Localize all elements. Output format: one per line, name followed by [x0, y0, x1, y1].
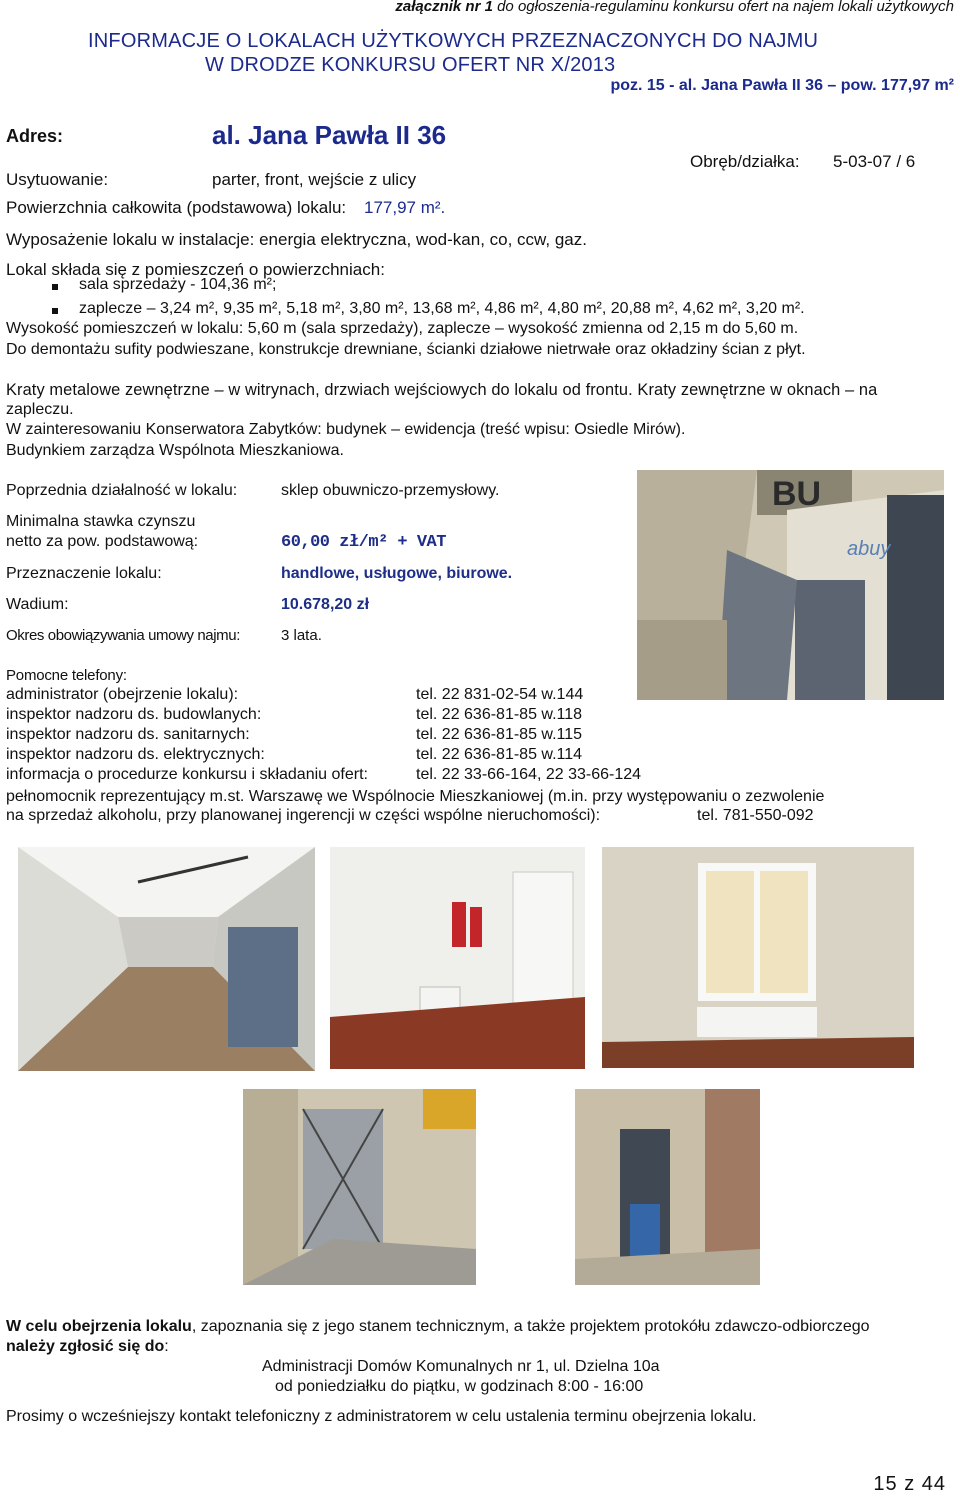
conservator-text: W zainteresowaniu Konserwatora Zabytków: budynek – ewidencja (treść wpisu: Osiedle Mirów).	[6, 421, 686, 438]
location-label: Usytuowanie:	[6, 170, 109, 189]
attachment-note-rest: do ogłoszenia-regulaminu konkursu ofert na najem lokali użytkowych	[492, 0, 954, 15]
bullet-icon	[52, 308, 58, 314]
previous-value: sklep obuwniczo-przemysłowy.	[281, 482, 500, 499]
parcel-label: Obręb/działka:	[690, 152, 800, 171]
admin-address: Administracji Domów Komunalnych nr 1, ul. Dzielna 10a	[262, 1358, 660, 1375]
contact-request: Prosimy o wcześniejszy kontakt telefoniczny z administratorem w celu ustalenia terminu obejrzenia lokalu.	[6, 1408, 757, 1425]
utilities-text: Wyposażenie lokalu w instalacje: energia elektryczna, wod-kan, co, ccw, gaz.	[6, 230, 587, 249]
height-text: Wysokość pomieszczeń w lokalu: 5,60 m (sala sprzedaży), zaplecze – wysokość zmienna od 2,15 m do 5,60 m.	[6, 320, 799, 337]
exterior-entrance-photo	[575, 1089, 760, 1285]
admin-hours: od poniedziałku do piątku, w godzinach 8:00 - 16:00	[275, 1378, 644, 1395]
visit-bold-text: W celu obejrzenia lokalu	[6, 1318, 192, 1335]
proxy-tel: tel. 781-550-092	[697, 807, 814, 824]
visit-bold-text-2: należy zgłosić się do	[6, 1338, 165, 1355]
phone-tel-admin: tel. 22 831-02-54 w.144	[416, 686, 584, 703]
interior-room-door-photo	[330, 847, 585, 1069]
parcel-value: 5-03-07 / 6	[833, 152, 916, 171]
deposit-value: 10.678,20 zł	[281, 596, 370, 613]
svg-text:BU: BU	[772, 475, 822, 513]
phone-label-admin: administrator (obejrzenie lokalu):	[6, 686, 239, 703]
rent-label-line1: Minimalna stawka czynszu	[6, 513, 196, 530]
interior-hall-photo	[18, 847, 315, 1071]
location-value: parter, front, wejście z ulicy	[212, 170, 417, 189]
grates-text-line2: zapleczu.	[6, 401, 74, 418]
address-label: Adres:	[6, 126, 64, 146]
attachment-note	[395, 0, 954, 15]
rooms-intro: Lokal składa się z pomieszczeń o powierzchniach:	[6, 260, 385, 279]
purpose-value: handlowe, usługowe, biurowe.	[281, 565, 513, 582]
purpose-label: Przeznaczenie lokalu:	[6, 565, 162, 582]
attachment-note-bold: załącznik nr 1	[395, 0, 493, 15]
rooms-item-backroom: zaplecze – 3,24 m², 9,35 m², 5,18 m², 3,80 m², 13,68 m², 4,86 m², 4,80 m², 20,88 m², 4,62 m², 3,20 m².	[79, 300, 805, 317]
proxy-text-line2: na sprzedaż alkoholu, przy planowanej ingerencji w części wspólne nieruchomości):	[6, 807, 601, 824]
address-value: al. Jana Pawła II 36	[212, 120, 447, 150]
term-label: Okres obowiązywania umowy najmu:	[6, 627, 240, 644]
rent-value: 60,00 zł/m² + VAT	[281, 533, 446, 552]
document-title-line1: INFORMACJE O LOKALACH UŻYTKOWYCH PRZEZNACZONYCH DO NAJMU	[88, 30, 819, 52]
phone-tel-procedure: tel. 22 33-66-164, 22 33-66-124	[416, 766, 642, 783]
phone-label-procedure: informacja o procedurze konkursu i składaniu ofert:	[6, 766, 368, 783]
proxy-text-line1: pełnomocnik reprezentujący m.st. Warszawę we Wspólnocie Mieszkaniowej (m.in. przy występowaniu o zezwolenie	[6, 788, 825, 805]
storefront-photo	[637, 470, 944, 700]
exterior-grates-photo	[243, 1089, 476, 1285]
visit-paragraph-line2	[6, 1338, 169, 1356]
bullet-icon	[52, 284, 58, 290]
svg-text:abuy: abuy	[847, 538, 891, 560]
visit-paragraph-line1	[6, 1318, 870, 1336]
document-title-line2: W DRODZE KONKURSU OFERT NR X/2013	[205, 54, 616, 76]
phone-tel-electrical: tel. 22 636-81-85 w.114	[416, 746, 583, 763]
phone-label-electrical: inspektor nadzoru ds. elektrycznych:	[6, 746, 265, 763]
area-value: 177,97 m².	[364, 198, 446, 217]
demolition-text: Do demontażu sufity podwieszane, konstrukcje drewniane, ścianki działowe nietrwałe oraz okładziny ścian z płyt.	[6, 341, 806, 358]
visit-rest-text: , zapoznania się z jego stanem technicznym, a także projektem protokółu zdawczo-odbiorczego	[191, 1318, 870, 1335]
rooms-item-sales: sala sprzedaży - 104,36 m²;	[79, 276, 277, 293]
phone-label-building: inspektor nadzoru ds. budowlanych:	[6, 706, 262, 723]
grates-text-line1: Kraty metalowe zewnętrzne – w witrynach, drzwiach wejściowych do lokalu od frontu. Kraty zewnętrzne w oknach – na	[6, 381, 878, 399]
previous-label: Poprzednia działalność w lokalu:	[6, 482, 238, 499]
area-label: Powierzchnia całkowita (podstawowa) lokalu:	[6, 198, 347, 217]
phone-tel-building: tel. 22 636-81-85 w.118	[416, 706, 583, 723]
management-text: Budynkiem zarządza Wspólnota Mieszkaniowa.	[6, 442, 344, 459]
deposit-label: Wadium:	[6, 596, 69, 613]
phone-label-sanitary: inspektor nadzoru ds. sanitarnych:	[6, 726, 250, 743]
visit-colon: :	[164, 1338, 169, 1355]
page-number: 15 z 44	[873, 1473, 946, 1495]
interior-window-photo	[602, 847, 914, 1068]
position-header: poz. 15 - al. Jana Pawła II 36 – pow. 177,97 m²	[610, 77, 954, 94]
phones-title: Pomocne telefony:	[6, 667, 127, 684]
term-value: 3 lata.	[281, 627, 322, 644]
rent-label-line2: netto za pow. podstawową:	[6, 533, 199, 550]
phone-tel-sanitary: tel. 22 636-81-85 w.115	[416, 726, 583, 743]
